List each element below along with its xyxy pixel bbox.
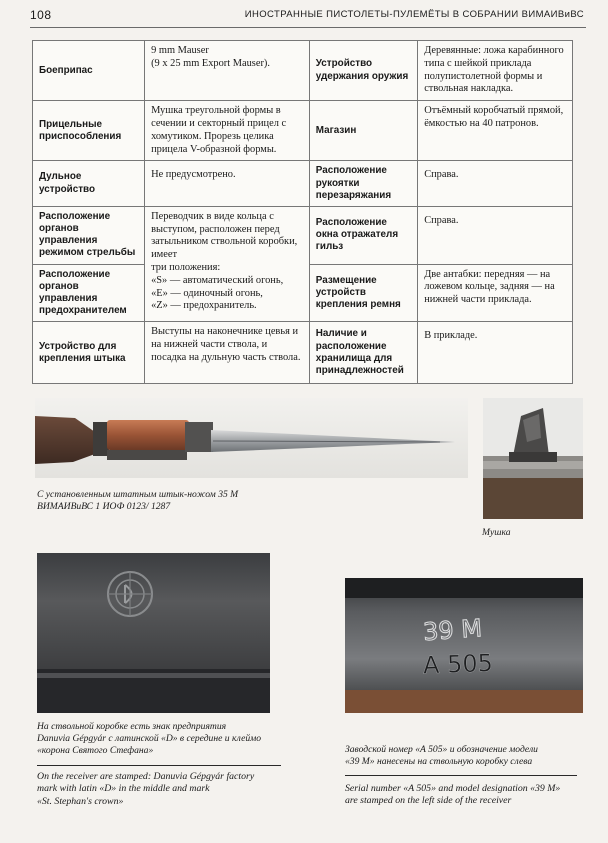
spec-label: Дульное устройство (33, 161, 145, 207)
spec-value: Отъёмный коробчатый прямой, ёмкостью на 40 патронов. (418, 101, 573, 161)
spec-value: Мушка треугольной формы в сечении и секторный прицел с хомутиком. Прорезь целика прицела V-образной формы. (145, 101, 310, 161)
spec-label: Прицельные приспособления (33, 101, 145, 161)
spec-table (32, 40, 573, 384)
spec-label: Расположение окна отражателя гильз (309, 206, 417, 264)
table-row (33, 206, 573, 264)
spec-label: Устройство для крепления штыка (33, 322, 145, 384)
spec-label: Расположение органов управления предохранителем (33, 264, 145, 322)
spec-value: В прикладе. (418, 322, 573, 384)
spec-value: Не предусмотрено. (145, 161, 310, 207)
serial-number-photo (345, 578, 583, 713)
factory-mark-caption: На ствольной коробке есть знак предприятия Danuvia Gépgyár с латинской «D» в середине и клеймо «корона Святого Стефана» (37, 721, 262, 757)
bayonet-photo (35, 398, 468, 478)
spec-label: Размещение устройств крепления ремня (309, 264, 417, 322)
page-number: 108 (30, 8, 52, 22)
table-row (33, 322, 573, 384)
serial-stamp: A 505 (422, 649, 494, 680)
bayonet-caption: С установленным штатным штык-ножом 35 М ВИМАИВиВС 1 ИОФ 0123/ 1287 (37, 489, 239, 513)
spec-label: Расположение рукоятки перезаряжания (309, 161, 417, 207)
spec-label: Боеприпас (33, 41, 145, 101)
spec-value: Справа. (418, 161, 573, 207)
caption-divider (37, 765, 281, 766)
header-rule (30, 27, 586, 28)
spec-label: Расположение органов управления режимом стрельбы (33, 206, 145, 264)
serial-number-caption: Заводской номер «A 505» и обозначение модели «39 М» нанесены на ствольную коробку слева (345, 744, 538, 768)
spec-value: Две антабки: передняя — на ложевом кольце, задняя — на нижней части приклада. (418, 264, 573, 322)
table-row (33, 101, 573, 161)
table-row (33, 41, 573, 101)
factory-mark-photo (37, 553, 270, 713)
spec-label: Устройство удержания оружия (309, 41, 417, 101)
serial-number-caption-en: Serial number «A 505» and model designation «39 M» are stamped on the left side of the receiver (345, 783, 561, 807)
spec-value: Справа. (418, 206, 573, 264)
model-stamp: 39 M (422, 614, 483, 647)
spec-label: Наличие и расположение хранилища для принадлежностей (309, 322, 417, 384)
spec-value: Деревянные: ложа карабинного типа с шейкой приклада полупистолетной формы и ствольная накладка. (418, 41, 573, 101)
front-sight-caption: Мушка (482, 527, 511, 538)
caption-divider (345, 775, 577, 776)
front-sight-photo (483, 398, 583, 519)
table-row (33, 161, 573, 207)
spec-value: 9 mm Mauser (9 х 25 mm Export Mauser). (145, 41, 310, 101)
spec-value: Выступы на наконечнике цевья и на нижней части ствола, и посадка на дульную часть ствола. (145, 322, 310, 384)
spec-label: Магазин (309, 101, 417, 161)
running-title: ИНОСТРАННЫЕ ПИСТОЛЕТЫ-ПУЛЕМЁТЫ В СОБРАНИИ ВИМАИВиВС (244, 9, 584, 20)
factory-mark-caption-en: On the receiver are stamped: Danuvia Gépgyár factory mark with latin «D» in the middle and mark «St. Stephan's crown» (37, 771, 255, 807)
spec-value: Переводчик в виде кольца с выступом, расположен перед затыльником ствольной коробки, имеет три положения: «S» — автоматический огонь, «E» — одиночный огонь, «Z» — предохранитель. (145, 206, 310, 321)
